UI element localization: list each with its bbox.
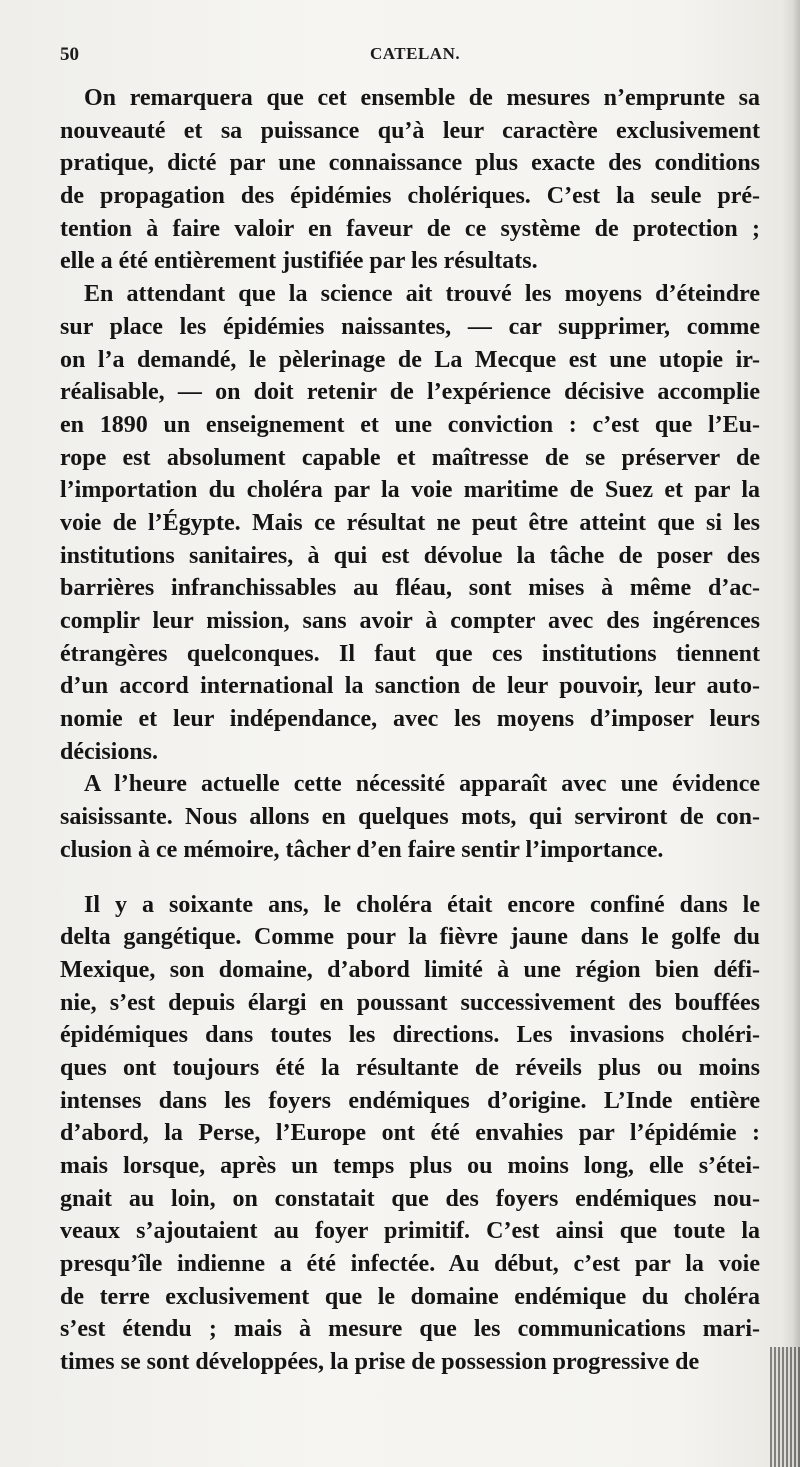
text-line: presqu’île indienne a été infectée. Au début, c’est par la voie [60,1251,760,1278]
text-line: d’abord, la Perse, l’Europe ont été envahies par l’épidémie : [60,1120,760,1147]
text-line: A l’heure actuelle cette nécessité apparaît avec une évidence [84,771,760,798]
text-line: pratique, dicté par une connaissance plus exacte des conditions [60,150,760,177]
text-line: veaux s’ajoutaient au foyer primitif. C’est ainsi que toute la [60,1218,760,1245]
text-line: s’est étendu ; mais à mesure que les communications mari- [60,1316,760,1343]
paragraph [60,768,760,866]
text-line: Il y a soixante ans, le choléra était encore confiné dans le [84,891,760,918]
paragraph [60,889,760,1379]
text-line: delta gangétique. Comme pour la fièvre jaune dans le golfe du [60,924,760,951]
text-line: d’un accord international la sanction de leur pouvoir, leur auto- [60,673,760,700]
text-line: saisissante. Nous allons en quelques mots, qui serviront de con- [60,804,760,831]
text-line: clusion à ce mémoire, tâcher d’en faire sentir l’importance. [60,836,664,863]
text-line: on l’a demandé, le pèlerinage de La Mecque est une utopie ir- [60,346,760,373]
text-line: mais lorsque, après un temps plus ou moins long, elle s’étei- [60,1153,760,1179]
text-line: tention à faire valoir en faveur de ce système de protection ; [60,215,760,242]
page-header [60,44,760,70]
text-line: épidémiques dans toutes les directions. Les invasions choléri- [60,1022,760,1049]
text-line: intenses dans les foyers endémiques d’origine. L’Inde entière [60,1087,760,1114]
text-line: En attendant que la science ait trouvé les moyens d’éteindre [84,281,760,308]
text-line: réalisable, — on doit retenir de l’expérience décisive accomplie [60,379,760,406]
text-line: en 1890 un enseignement et une conviction : c’est que l’Eu- [60,411,760,438]
page-number: 50 [60,44,79,65]
text-line: décisions. [60,738,159,765]
text-line: barrières infranchissables au fléau, sont mises à même d’ac- [60,575,760,602]
text-line: times se sont développées, la prise de possession progressive de [60,1349,700,1376]
running-head: CATELAN. [370,44,461,63]
section-gap [60,867,760,889]
text-line: nouveauté et sa puissance qu’à leur caractère exclusivement [60,117,760,144]
text-line: de terre exclusivement que le domaine endémique du choléra [60,1283,760,1310]
text-line: complir leur mission, sans avoir à compter avec des ingérences [60,608,760,634]
text-line: étrangères quelconques. Il faut que ces institutions tiennent [60,640,760,667]
text-line: Mexique, son domaine, d’abord limité à une région bien défi- [60,956,760,983]
text-line: nie, s’est depuis élargi en poussant successivement des bouffées [60,989,760,1016]
text-line: rope est absolument capable et maîtresse de se préserver de [60,444,760,471]
paragraph [60,278,760,768]
paragraph [60,82,760,278]
text-line: l’importation du choléra par la voie maritime de Suez et par la [60,477,760,504]
text-line: nomie et leur indépendance, avec les moyens d’imposer leurs [60,706,760,733]
text-line: sur place les épidémies naissantes, — car supprimer, comme [60,313,760,340]
page-stack-edge [770,1347,800,1467]
text-line: de propagation des épidémies cholériques. C’est la seule pré- [60,183,760,210]
text-line: institutions sanitaires, à qui est dévolue la tâche de poser des [60,542,760,569]
body-text [60,82,760,1379]
text-line: voie de l’Égypte. Mais ce résultat ne peut être atteint que si les [60,509,760,536]
text-line: On remarquera que cet ensemble de mesures n’emprunte sa [84,85,760,111]
text-line: ques ont toujours été la résultante de réveils plus ou moins [60,1054,760,1081]
page-edge-shadow [782,0,800,1467]
text-line: gnait au loin, on constatait que des foyers endémiques nou- [60,1185,760,1212]
text-line: elle a été entièrement justifiée par les résultats. [60,248,538,275]
